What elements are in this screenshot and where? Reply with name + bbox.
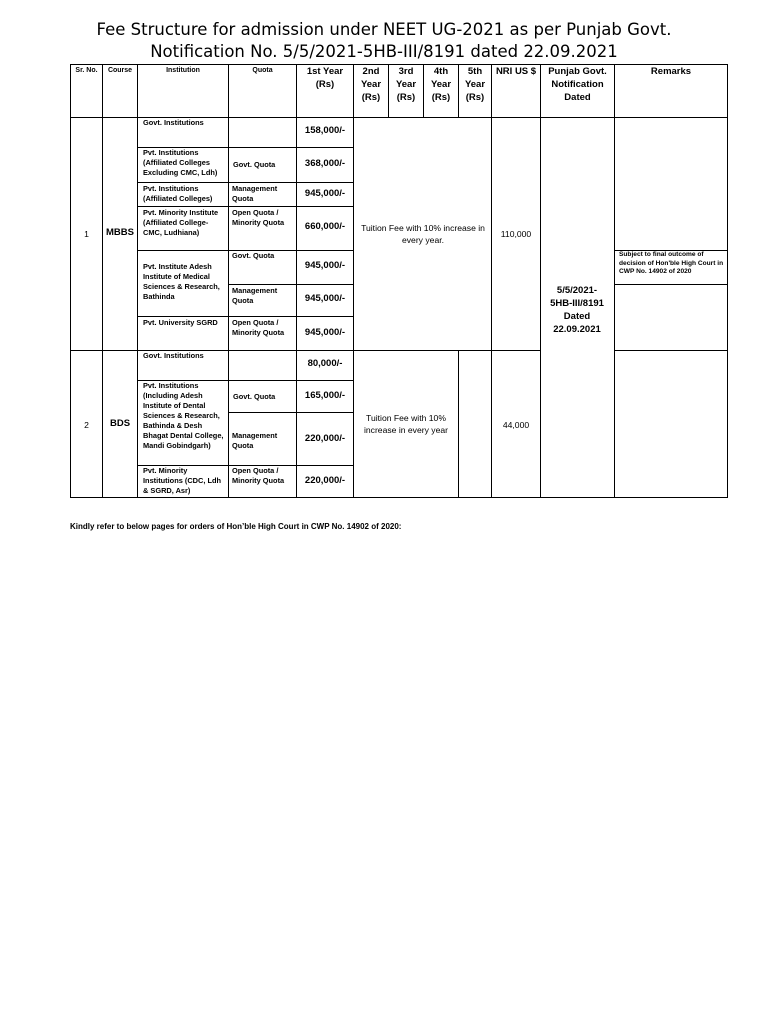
bds-fee: 165,000/- — [304, 390, 346, 401]
bds-quota: Govt. Quota — [233, 392, 276, 401]
mbbs-fee: 158,000/- — [304, 125, 346, 136]
header-quota: Quota — [252, 67, 273, 74]
mbbs-fee: 660,000/- — [304, 221, 346, 232]
footer-note: Kindly refer to below pages for orders of Hon’ble High Court in CWP No. 14902 of 2020: — [70, 522, 402, 531]
bds-institution: Pvt. Minority Institutions (CDC, Ldh & SGRD, Asr) — [143, 466, 221, 495]
mbbs-quota: Govt. Quota — [232, 251, 275, 260]
mbbs-fee: 945,000/- — [304, 260, 346, 271]
bds-course: BDS — [109, 418, 131, 429]
mbbs-fee: 368,000/- — [304, 158, 346, 169]
mbbs-fee: 945,000/- — [304, 188, 346, 199]
mbbs-institution: Pvt. Minority Institute (Affiliated College-CMC, Ludhiana) — [143, 208, 219, 237]
bds-quota: Management Quota — [232, 431, 278, 450]
header-3rd-year: 3rd Year (Rs) — [395, 66, 417, 103]
bds-institution: Pvt. Institutions (Including Adesh Institute of Dental Sciences & Research, Bathinda & Desh Bhagat Dental College, Mandi Gobindgarh) — [143, 381, 224, 450]
bds-fee: 80,000/- — [307, 358, 343, 369]
mbbs-institution: Govt. Institutions — [143, 118, 204, 127]
bds-quota: Open Quota / Minority Quota — [232, 466, 285, 485]
bds-fee: 220,000/- — [304, 433, 346, 444]
header-course: Course — [107, 67, 133, 74]
header-notification: Punjab Govt. Notification Dated — [548, 66, 607, 103]
bds-nri-fee: 44,000 — [502, 420, 530, 430]
mbbs-quota: Open Quota / Minority Quota — [232, 318, 285, 337]
header-remarks: Remarks — [650, 66, 692, 77]
mbbs-nri-fee: 110,000 — [500, 229, 532, 239]
mbbs-quota: Open Quota / Minority Quota — [232, 208, 285, 227]
mbbs-institution: Pvt. University SGRD — [143, 318, 218, 327]
header-5th-year: 5th Year (Rs) — [464, 66, 486, 103]
header-1st-year: 1st Year (Rs) — [306, 66, 344, 90]
mbbs-course: MBBS — [106, 227, 134, 238]
document-title-line-2: Notification No. 5/5/2021-5HB-III/8191 dated 22.09.2021 — [150, 42, 618, 61]
notification-dated: 5/5/2021-5HB-III/8191 Dated 22.09.2021 — [550, 285, 604, 335]
document-title-line-1: Fee Structure for admission under NEET UG-2021 as per Punjab Govt. — [96, 20, 672, 39]
bds-tuition-note: Tuition Fee with 10% increase in every year — [363, 413, 449, 435]
mbbs-sr-no: 1 — [84, 229, 89, 239]
bds-sr-no: 2 — [84, 420, 89, 430]
mbbs-quota: Management Quota — [232, 286, 278, 305]
header-nri-usd: NRI US $ — [495, 66, 537, 77]
header-4th-year: 4th Year (Rs) — [430, 66, 452, 103]
header-2nd-year: 2nd Year (Rs) — [360, 66, 382, 103]
header-institution: Institution — [166, 67, 200, 74]
mbbs-institution: Pvt. Institutions (Affiliated Colleges) — [143, 184, 213, 203]
mbbs-institution: Pvt. Institutions (Affiliated Colleges Excluding CMC, Ldh) — [143, 148, 218, 177]
mbbs-tuition-note: Tuition Fee with 10% increase in every year. — [361, 223, 485, 245]
mbbs-quota: Govt. Quota — [233, 160, 276, 169]
mbbs-institution: Pvt. Institute Adesh Institute of Medical Sciences & Research, Bathinda — [143, 262, 220, 301]
mbbs-remark: Subject to final outcome of decision of Hon'ble High Court in CWP No. 14902 of 2020 — [619, 251, 724, 276]
mbbs-quota: Management Quota — [232, 184, 278, 203]
mbbs-fee: 945,000/- — [304, 293, 346, 304]
mbbs-fee: 945,000/- — [304, 327, 346, 338]
bds-institution: Govt. Institutions — [143, 351, 204, 360]
bds-fee: 220,000/- — [304, 475, 346, 486]
header-sr-no: Sr. No. — [75, 67, 98, 74]
